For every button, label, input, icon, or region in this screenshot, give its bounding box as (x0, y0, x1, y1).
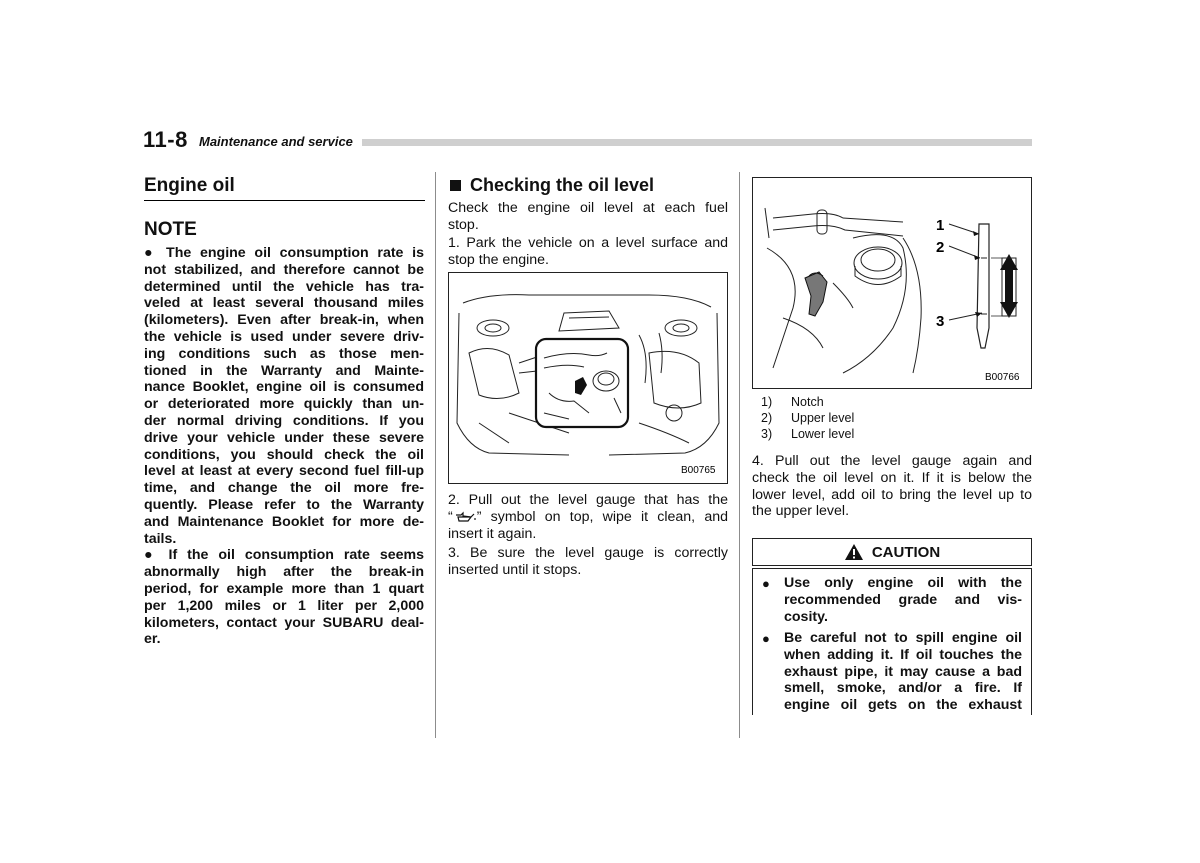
note-line: ● If the oil consumption rate seems (144, 547, 424, 564)
note-line: not stabilized, and therefore cannot be (144, 261, 424, 278)
legend-item: 1) Notch (761, 395, 824, 409)
step-1 (448, 235, 728, 269)
title-underline (144, 200, 425, 201)
step-4-line-2: check the oil level on it. If it is below the (752, 469, 1032, 486)
step-4-line-3: lower level, add oil to bring the level up to (752, 486, 1032, 503)
note-line: drive your vehicle under these severe (144, 429, 424, 446)
note-line: nance Booklet, engine oil is consumed (144, 379, 424, 396)
bullet-icon: ● (762, 576, 770, 591)
engine-bay-illustration (449, 273, 727, 483)
step-2-line-1: 2. Pull out the level gauge that has the (448, 492, 728, 508)
note-line: ing conditions such as those men- (144, 345, 424, 362)
note-heading: NOTE (144, 219, 197, 240)
note-line: the vehicle is used under severe driv- (144, 328, 424, 345)
page-number: 11-8 (143, 127, 188, 152)
caution-header (752, 538, 1032, 566)
caution-item-1: Use only engine oil with the recommended grade and vis- cosity. (784, 575, 1022, 625)
dipstick-illustration (753, 178, 1031, 388)
figure-legend (761, 394, 854, 442)
intro-text (448, 200, 728, 234)
step-4-line-4: the upper level. (752, 503, 850, 520)
heading-text: Checking the oil level (470, 175, 655, 195)
intro-line-1: Check the engine oil level at each fuel (448, 200, 728, 216)
dipstick-figure (752, 177, 1032, 389)
column-divider-2 (739, 172, 740, 738)
step-2-line-2-text: ” symbol on top, wipe it clean, and (476, 508, 728, 525)
square-bullet-icon (450, 180, 461, 191)
note-line: ● The engine oil consumption rate is (144, 245, 424, 261)
note-line: veled at least several thousand miles (144, 295, 424, 312)
note-line: time, and change the oil more fre- (144, 480, 424, 497)
note-line: tioned in the Warranty and Mainte- (144, 362, 424, 379)
note-line: (kilometers). Even after break-in, when (144, 312, 424, 329)
callout-2: 2 (936, 239, 945, 256)
caution-item-2: Be careful not to spill engine oil when adding it. If oil touches the exhaust pipe, it may cause a bad smell, smoke, and/or a fire. If engine oil gets on the exhaust (784, 630, 1022, 714)
note-body (144, 245, 424, 648)
section-title: Maintenance and service (199, 134, 353, 149)
caution-list (752, 568, 1032, 715)
note-line: determined until the vehicle has tra- (144, 278, 424, 295)
callout-1: 1 (936, 217, 945, 234)
note-line: period, for example more than 1 quart (144, 580, 424, 597)
header-rule (362, 139, 1032, 146)
callout-3: 3 (936, 313, 945, 330)
step-3-line-2: inserted until it stops. (448, 561, 582, 578)
step-1-line-2: stop the engine. (448, 251, 549, 268)
step-3 (448, 545, 728, 579)
bullet-icon: ● (762, 631, 770, 646)
legend-item: 3) Lower level (761, 427, 855, 441)
checking-oil-level-heading (448, 175, 654, 196)
step-2 (448, 492, 728, 542)
step-2-line-2 (448, 509, 728, 526)
quote-open: “ (448, 508, 453, 525)
note-line: er. (144, 631, 161, 648)
note-line: conditions, you should check the oil (144, 446, 424, 463)
warning-triangle-icon (844, 543, 864, 561)
figure-code: B00766 (985, 372, 1020, 383)
note-line: abnormally high after the break-in (144, 564, 424, 581)
intro-line-2: stop. (448, 216, 479, 233)
engine-bay-figure (448, 272, 728, 484)
note-line: level at least at every second fuel fill-up (144, 463, 424, 480)
step-1-line-1: 1. Park the vehicle on a level surface and (448, 235, 728, 251)
note-line: der normal driving conditions. If you (144, 412, 424, 429)
note-line: or deteriorated more quickly than un- (144, 396, 424, 413)
step-4 (752, 453, 1032, 520)
note-line: quently. Please refer to the Warranty (144, 496, 424, 513)
note-line: and Maintenance Booklet for more de- (144, 513, 424, 530)
engine-oil-title: Engine oil (144, 175, 235, 196)
caution-label: CAUTION (871, 543, 941, 561)
legend-item: 2) Upper level (761, 411, 855, 425)
note-line: tails. (144, 530, 177, 547)
figure-code: B00765 (681, 465, 716, 476)
column-divider-1 (435, 172, 436, 738)
oil-can-icon (454, 511, 476, 523)
note-line: per 1,200 miles or 1 liter per 2,000 (144, 597, 424, 614)
step-3-line-1: 3. Be sure the level gauge is correctly (448, 545, 728, 561)
step-2-line-3: insert it again. (448, 525, 537, 542)
note-line: kilometers, contact your SUBARU deal- (144, 614, 424, 631)
step-4-line-1: 4. Pull out the level gauge again and (752, 453, 1032, 469)
